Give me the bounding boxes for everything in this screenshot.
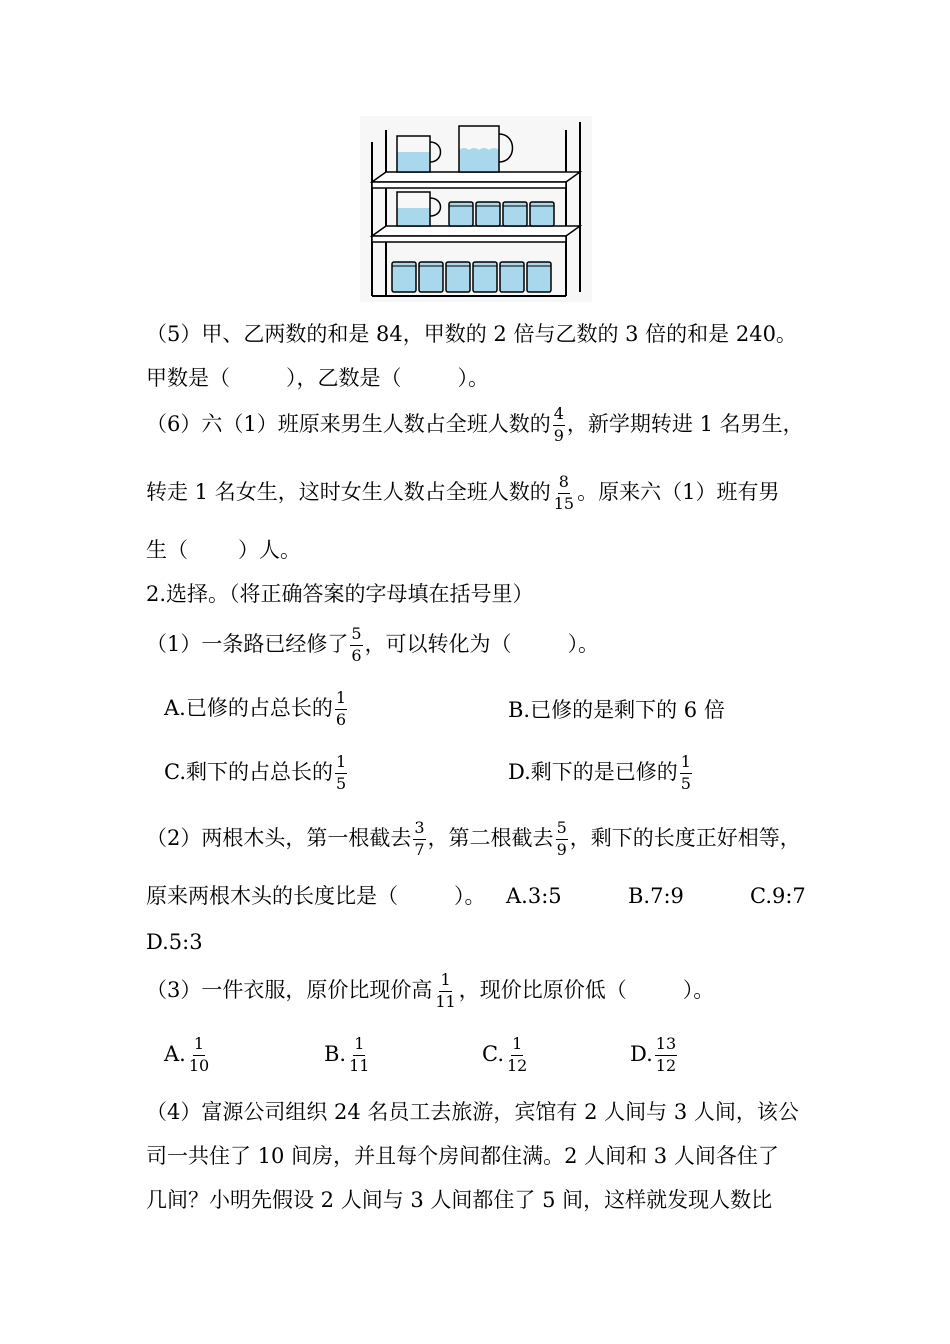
- shelf-board-middle: [372, 226, 580, 242]
- fraction-denominator: 11: [349, 1055, 370, 1075]
- q5-text-a: 甲数是（: [146, 366, 230, 390]
- q6-text-d: 。原来六（1）班有男: [577, 479, 780, 504]
- fraction: [434, 972, 456, 1011]
- c3-option-b[interactable]: [324, 1036, 372, 1075]
- option-label: B.: [324, 1041, 347, 1066]
- c2-option-c[interactable]: C.9:7: [750, 884, 806, 908]
- c1-option-d[interactable]: [508, 754, 694, 793]
- fraction-numerator: 1: [680, 754, 692, 774]
- shelf-board-top: [372, 172, 580, 188]
- fraction-numerator: 1: [335, 690, 347, 710]
- c3-stem: [146, 972, 714, 1011]
- c1-text-c: ）。: [567, 631, 600, 656]
- fraction: [188, 1036, 210, 1075]
- c2-text-c: ，剩下的长度正好相等，: [569, 825, 801, 850]
- fraction: [335, 754, 347, 793]
- c3-text-c: ）。: [682, 977, 715, 1002]
- fraction-numerator: 13: [655, 1036, 677, 1056]
- fraction-denominator: 12: [655, 1055, 677, 1075]
- c2-text-d: 原来两根木头的长度比是（: [146, 884, 398, 908]
- c2-option-d[interactable]: D.5:3: [146, 930, 203, 954]
- q6-line-1: [146, 406, 804, 445]
- c3-option-c[interactable]: [482, 1036, 530, 1075]
- q6-text-e: 生（: [146, 538, 188, 562]
- q6-line-2: [146, 474, 779, 513]
- q6-text-b: ，新学期转进 1 名男生，: [566, 411, 804, 436]
- q5-text-b: ），乙数是（: [286, 366, 402, 390]
- fraction: [348, 1036, 370, 1075]
- q6-line-3: [146, 540, 301, 561]
- c4-line-3: 几间？小明先假设 2 人间与 3 人间都住了 5 间，这样就发现人数比: [146, 1188, 773, 1212]
- fraction-numerator: 5: [350, 626, 362, 646]
- c2-text-e: ）。: [454, 884, 486, 908]
- fraction-numerator: 1: [353, 1036, 365, 1056]
- fraction-numerator: 1: [193, 1036, 205, 1056]
- cup-icon: [392, 262, 416, 292]
- fraction-denominator: 5: [680, 773, 691, 793]
- cup-icon: [419, 262, 443, 292]
- fraction-denominator: 10: [188, 1055, 210, 1075]
- fraction: [335, 690, 347, 729]
- fraction: [413, 820, 425, 859]
- fraction-denominator: 9: [553, 425, 564, 445]
- cup-icon: [527, 262, 551, 292]
- q5-line-1: （5）甲、乙两数的和是 84，甲数的 2 倍与乙数的 3 倍的和是 240。: [146, 322, 797, 346]
- cup-icon: [530, 202, 554, 226]
- q5-line-2: [146, 368, 489, 389]
- fraction: [556, 820, 568, 859]
- fraction: [655, 1036, 677, 1075]
- cups-shelf-illustration: [360, 116, 592, 302]
- q6-text-f: ）人。: [238, 538, 301, 562]
- c1-option-c[interactable]: [164, 754, 349, 793]
- fraction: [553, 474, 575, 513]
- fraction: [553, 406, 565, 445]
- c2-text-a: （2）两根木头，第一根截去: [146, 825, 412, 850]
- fraction-denominator: 11: [435, 991, 456, 1011]
- c1-option-a[interactable]: [164, 690, 349, 729]
- section-2-title: 2.选择。（将正确答案的字母填在括号里）: [146, 582, 534, 606]
- option-text: C.剩下的占总长的: [164, 759, 333, 784]
- option-label: A.: [164, 1041, 186, 1066]
- c2-option-a[interactable]: A.3:5: [506, 884, 562, 908]
- fraction-numerator: 8: [558, 474, 570, 494]
- fraction-denominator: 9: [556, 839, 567, 859]
- fraction: [350, 626, 362, 665]
- q5-text-c: ）。: [457, 366, 489, 390]
- cup-icon: [500, 262, 524, 292]
- fraction-denominator: 15: [553, 493, 575, 513]
- cup-icon: [473, 262, 497, 292]
- c1-option-b[interactable]: B.已修的是剩下的 6 倍: [508, 698, 725, 722]
- option-text: A.已修的占总长的: [164, 695, 333, 720]
- fraction-denominator: 12: [507, 1055, 528, 1075]
- c1-text-b: ，可以转化为（: [364, 631, 512, 656]
- c2-line-2: [146, 886, 486, 907]
- c1-text-a: （1）一条路已经修了: [146, 631, 349, 656]
- fraction-denominator: 6: [351, 645, 362, 665]
- fraction-numerator: 3: [413, 820, 425, 840]
- fraction-numerator: 5: [556, 820, 568, 840]
- option-text: D.剩下的是已修的: [508, 759, 678, 784]
- fraction-denominator: 7: [414, 839, 425, 859]
- c2-text-b: ，第二根截去: [427, 825, 554, 850]
- fraction: [680, 754, 692, 793]
- c4-line-1: （4）富源公司组织 24 名员工去旅游，宾馆有 2 人间与 3 人间，该公: [146, 1100, 799, 1124]
- fraction-numerator: 1: [511, 1036, 523, 1056]
- fraction-denominator: 5: [336, 773, 347, 793]
- c1-stem: [146, 626, 599, 665]
- c3-text-a: （3）一件衣服，原价比现价高: [146, 977, 433, 1002]
- c2-option-b[interactable]: B.7:9: [628, 884, 684, 908]
- c4-line-2: 司一共住了 10 间房，并且每个房间都住满。2 人间和 3 人间各住了: [146, 1144, 779, 1168]
- c3-option-d[interactable]: [630, 1036, 679, 1075]
- c2-stem: [146, 820, 801, 859]
- fraction-numerator: 4: [553, 406, 565, 426]
- fraction-numerator: 1: [439, 972, 451, 992]
- option-label: C.: [482, 1041, 504, 1066]
- fraction-denominator: 6: [335, 709, 347, 729]
- cup-icon: [503, 202, 527, 226]
- cup-icon: [476, 202, 500, 226]
- q6-text-c: 转走 1 名女生，这时女生人数占全班人数的: [146, 479, 551, 504]
- c3-text-b: ，现价比原价低（: [458, 977, 627, 1002]
- fraction-numerator: 1: [335, 754, 347, 774]
- cup-icon: [446, 262, 470, 292]
- q6-text-a: （6）六（1）班原来男生人数占全班人数的: [146, 411, 551, 436]
- cup-icon: [449, 202, 473, 226]
- c3-option-a[interactable]: [164, 1036, 212, 1075]
- fraction: [506, 1036, 528, 1075]
- option-label: D.: [630, 1041, 653, 1066]
